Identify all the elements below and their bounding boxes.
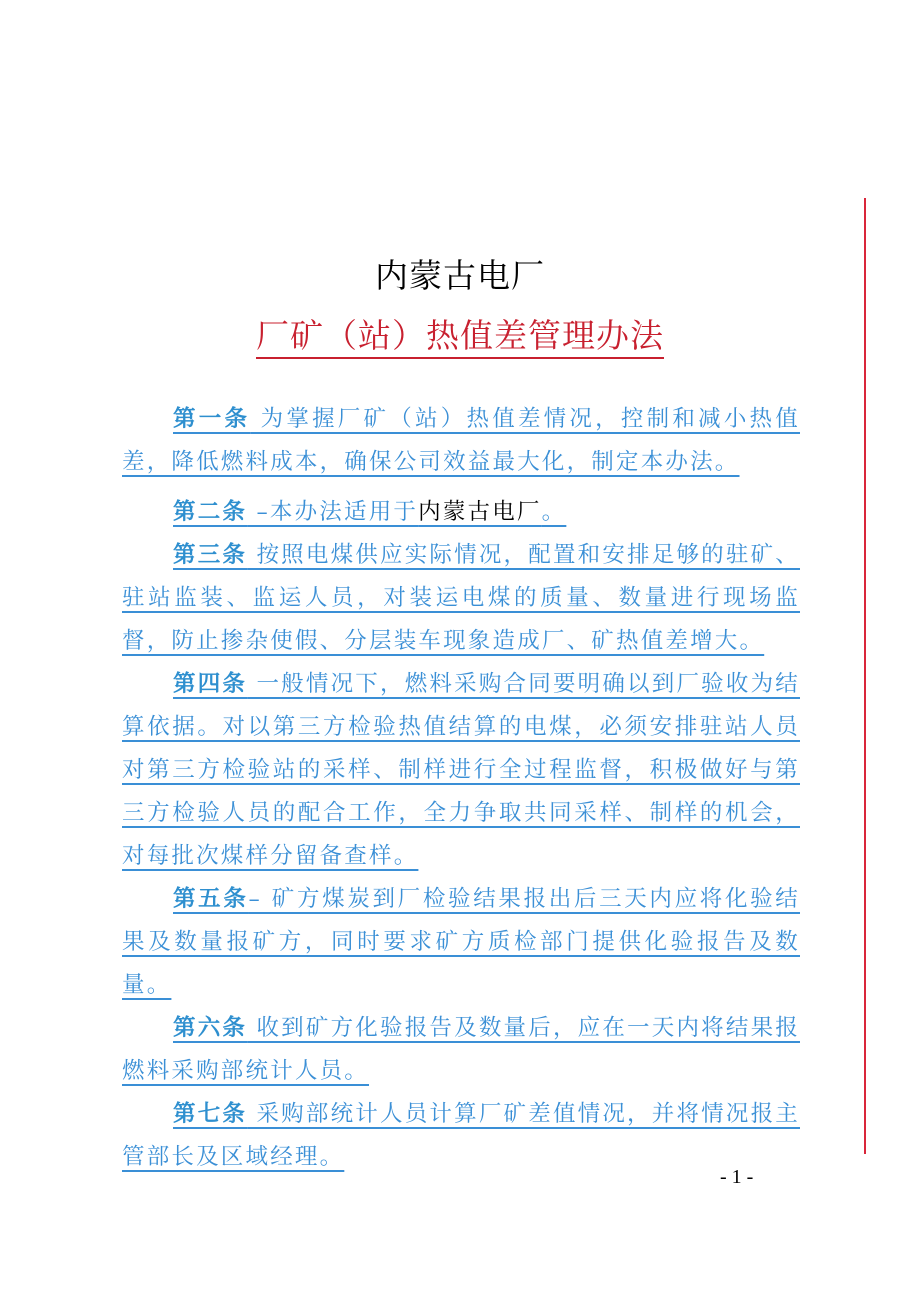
article-label: 第二条 — [173, 499, 248, 525]
article-text: 收到矿方化验报告及数量后，应在一天内将结果报燃料采购部统计人员。 — [122, 1015, 800, 1084]
article-text: –本办法适用于 — [247, 499, 419, 525]
article-label: 第六条 — [173, 1015, 248, 1041]
article-2 — [122, 491, 800, 534]
article-text: 按照电煤供应实际情况，配置和安排足够的驻矿、驻站监装、监运人员，对装运电煤的质量、数量进行现场监督，防止掺杂使假、分层装车现象造成厂、矿热值差增大。 — [122, 542, 800, 654]
article-5 — [122, 878, 800, 1007]
article-1 — [122, 398, 800, 484]
article-text: 为掌握厂矿（站）热值差情况，控制和减小热值差，降低燃料成本，确保公司效益最大化，制定本办法。 — [122, 406, 800, 475]
article-3 — [122, 534, 800, 663]
document-body — [122, 398, 800, 1179]
page-number: - 1 - — [720, 1166, 754, 1188]
article-text-end: 。 — [541, 499, 567, 525]
article-6 — [122, 1007, 800, 1093]
article-label: 第三条 — [173, 542, 248, 568]
article-label: 第七条 — [173, 1101, 248, 1127]
document-subtitle-text: 厂矿（站）热值差管理办法 — [256, 316, 664, 359]
document-title: 内蒙古电厂 — [375, 256, 545, 295]
document-subtitle — [0, 310, 920, 357]
article-7 — [122, 1093, 800, 1179]
article-text: – 矿方煤炭到厂检验结果报出后三天内应将化验结果及数量报矿方，同时要求矿方质检部门提供化验报告及数量。 — [122, 886, 800, 998]
article-4 — [122, 663, 800, 878]
article-label: 第四条 — [173, 671, 248, 697]
article-label: 第五条 — [173, 886, 249, 912]
article-text: 一般情况下，燃料采购合同要明确以到厂验收为结算依据。对以第三方检验热值结算的电煤，必须安排驻站人员对第三方检验站的采样、制样进行全过程监督，积极做好与第三方检验人员的配合工作，全力争取共同采样、制样的机会，对每批次煤样分留备查样。 — [122, 671, 800, 869]
article-label: 第一条 — [173, 406, 251, 432]
article-text: 采购部统计人员计算厂矿差值情况，并将情况报主管部长及区域经理。 — [122, 1101, 800, 1170]
article-text-inserted: 内蒙古电厂 — [418, 499, 542, 525]
